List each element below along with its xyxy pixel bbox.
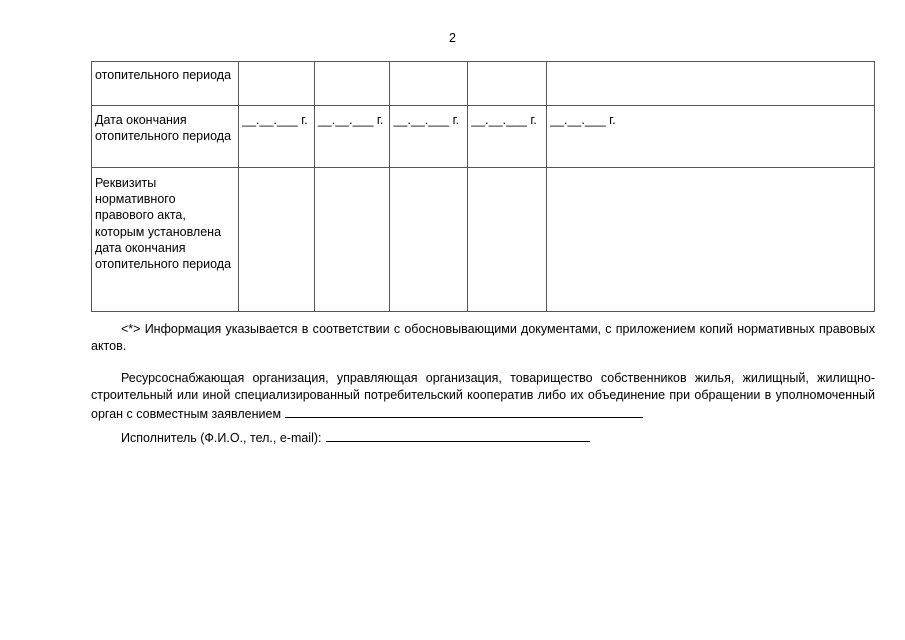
table-cell [314,168,390,312]
table-cell [314,62,390,106]
row-label: Реквизиты нормативного правового акта, которым установлена дата окончания отопительного периода [92,168,239,312]
executor-line [121,428,590,447]
page-number: 2 [449,31,456,45]
table-cell [239,62,315,106]
footnote: <*> Информация указывается в соответствии с обосновывающими документами, с приложением копий нормативных правовых актов. [91,322,875,353]
end-date-cell: __.__.___ г. [239,106,315,168]
end-date-cell: __.__.___ г. [390,106,468,168]
table-cell [239,168,315,312]
joint-application-paragraph [91,370,875,423]
end-date-cell: __.__.___ г. [547,106,875,168]
end-date-cell: __.__.___ г. [468,106,547,168]
table-cell [390,168,468,312]
paragraph-text: Ресурсоснабжающая организация, управляющая организация, товарищество собственников жилья, жилищный, жилищно-строительный или иной специализированный потребительский кооператив либо их объединение при обращении в уполномоченный орган с совместным заявлением [91,371,875,421]
row-label: Дата окончания отопительного периода [92,106,239,168]
table-cell [547,168,875,312]
table-row [92,168,875,312]
end-date-cell: __.__.___ г. [314,106,390,168]
table-cell [468,168,547,312]
table-row [92,62,875,106]
table-cell [468,62,547,106]
table-row [92,106,875,168]
executor-label: Исполнитель (Ф.И.О., тел., e-mail): [121,431,322,445]
table-cell [547,62,875,106]
table-cell [390,62,468,106]
row-label: отопительного периода [92,62,239,106]
executor-fill-line[interactable] [326,428,590,442]
heating-period-table [91,61,875,312]
fill-in-line[interactable] [285,404,643,418]
